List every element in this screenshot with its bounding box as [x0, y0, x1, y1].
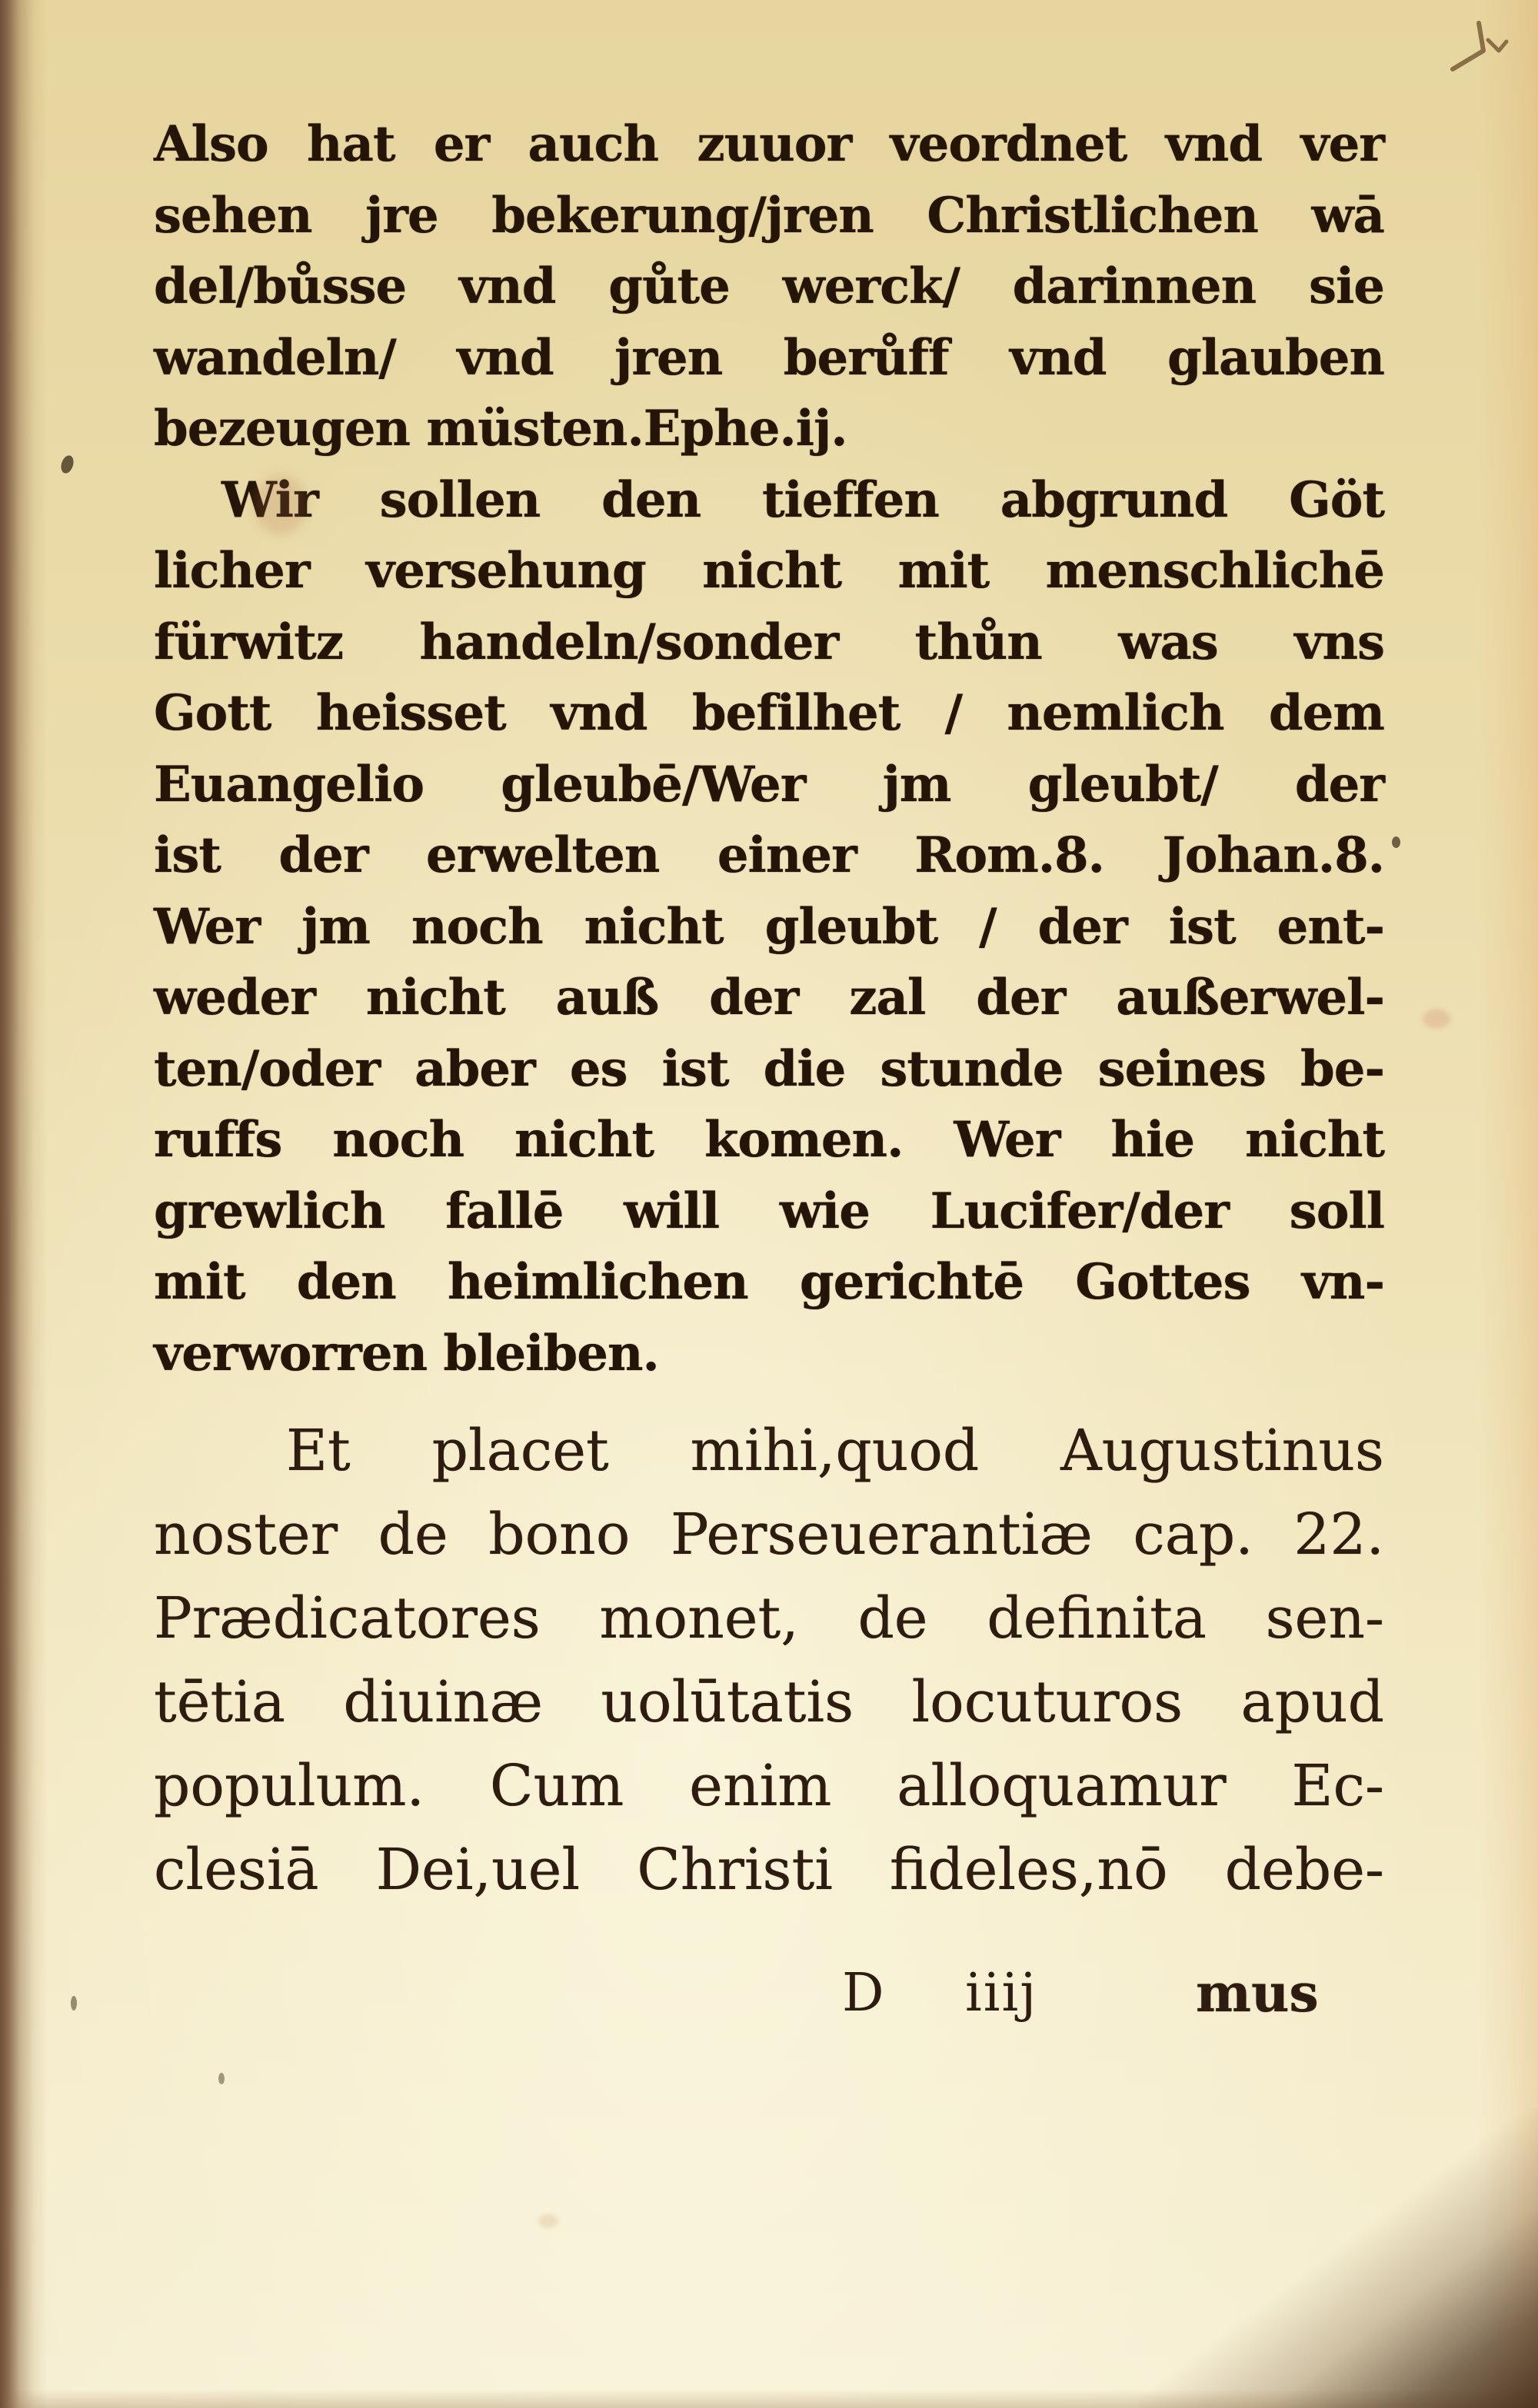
ink-speck — [71, 1996, 77, 2011]
paper-stain — [538, 2214, 558, 2228]
signature-mark: D — [842, 1963, 884, 2024]
text-block — [154, 109, 1384, 2036]
german-line: Also hat er auch zuuor veordnet vnd ver — [154, 115, 1384, 173]
ink-speck — [59, 454, 76, 474]
latin-line: noster de bono Perseuerantiæ cap. 22. — [154, 1502, 1384, 1568]
german-line: verworren bleiben. — [154, 1324, 659, 1382]
german-line: ten/oder aber es ist die stunde seines be- — [154, 1039, 1384, 1098]
gathering-numeral: iiij — [965, 1963, 1038, 2024]
german-line: Wer jm noch nicht gleubt / der ist ent- — [154, 897, 1384, 956]
german-line: Gott heisset vnd befilhet / nemlich dem — [154, 684, 1384, 742]
german-line: del/bůsse vnd gůte werck/ darinnen sie — [154, 258, 1384, 315]
latin-line: Prædicatores monet, de definita sen- — [154, 1585, 1384, 1651]
german-line: Wir sollen den tieffen abgrund Göt — [221, 471, 1384, 529]
handwritten-mark — [1426, 14, 1511, 98]
german-line: wandeln/ vnd jren berůff vnd glauben — [154, 328, 1384, 387]
german-line: bezeugen müsten.Ephe.ij. — [154, 400, 847, 457]
german-line: grewlich fallē will wie Lucifer/der soll — [154, 1182, 1384, 1240]
german-line: ist der erwelten einer Rom.8. Johan.8. — [154, 827, 1384, 884]
german-line: fürwitz handeln/sonder thůn was vns — [154, 613, 1384, 671]
latin-line: populum. Cum enim alloquamur Ec- — [154, 1753, 1384, 1819]
ink-speck — [1392, 836, 1400, 848]
german-paragraphs — [154, 109, 1384, 1389]
latin-line: clesiā Dei,uel Christi fideles,nō debe- — [154, 1837, 1384, 1903]
ink-speck — [218, 2073, 225, 2084]
german-line: weder nicht auß der zal der außerwel- — [154, 969, 1384, 1026]
latin-line: tētia diuinæ uolūtatis locuturos apud — [154, 1669, 1384, 1735]
german-line: mit den heimlichen gerichtē Gottes vn- — [154, 1253, 1384, 1311]
german-line: Euangelio gleubē/Wer jm gleubt/ der — [154, 755, 1384, 813]
german-line: sehen jre bekerung/jren Christlichen wā — [154, 186, 1384, 244]
german-line: licher versehung nicht mit menschlichē — [154, 542, 1384, 600]
signature-row — [154, 1963, 1384, 2036]
latin-paragraph — [154, 1409, 1384, 1912]
german-line: ruffs noch nicht komen. Wer hie nicht — [154, 1111, 1384, 1169]
page-corner-shadow — [1138, 2108, 1538, 2408]
latin-line: Et placet mihi,quod Augustinus — [286, 1418, 1384, 1484]
paper-stain — [1423, 1009, 1450, 1029]
catchword: mus — [1196, 1963, 1319, 2024]
